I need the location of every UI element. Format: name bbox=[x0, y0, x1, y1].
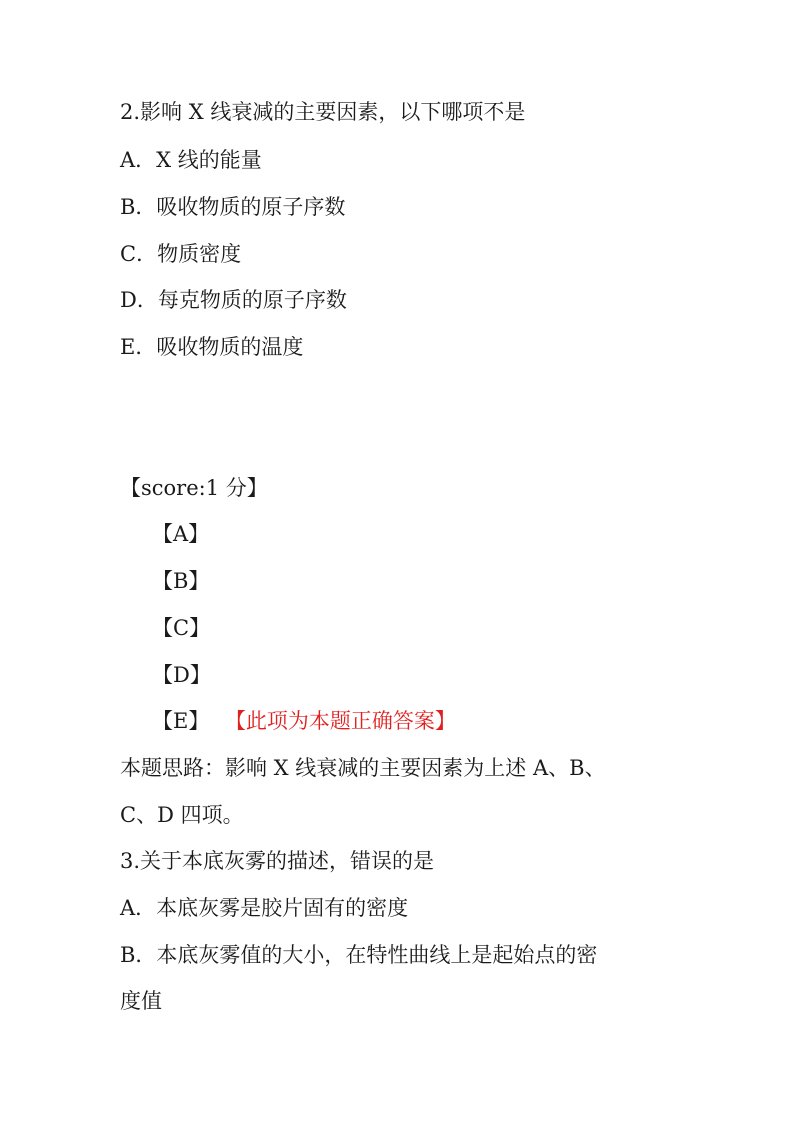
question-2-title: 2.影响 X 线衰减的主要因素，以下哪项不是 bbox=[120, 100, 526, 124]
correct-answer-mark: 【此项为本题正确答案】 bbox=[235, 709, 456, 733]
q2-answer-c: 【C】 bbox=[152, 616, 211, 640]
q2-explanation-line1: 本题思路：影响 X 线衰减的主要因素为上述 A、B、 bbox=[120, 756, 606, 780]
q2-answer-a: 【A】 bbox=[152, 522, 210, 546]
q3-option-b-line1: B．本底灰雾值的大小，在特性曲线上是起始点的密 bbox=[120, 943, 598, 967]
q2-score: 【score:1 分】 bbox=[120, 476, 268, 500]
q2-answer-b: 【B】 bbox=[152, 569, 210, 593]
q2-answer-d: 【D】 bbox=[152, 663, 211, 687]
q2-answer-e-row bbox=[152, 707, 456, 735]
q2-option-c: C．物质密度 bbox=[120, 242, 242, 266]
q2-explanation-line2: C、D 四项。 bbox=[120, 803, 244, 827]
q2-option-a: A．X 线的能量 bbox=[120, 148, 262, 172]
q2-option-b: B．吸收物质的原子序数 bbox=[120, 195, 346, 219]
q3-option-b-line2: 度值 bbox=[120, 989, 162, 1013]
q2-option-e: E．吸收物质的温度 bbox=[120, 335, 304, 359]
question-3-title: 3.关于本底灰雾的描述，错误的是 bbox=[120, 849, 435, 873]
q2-option-d: D．每克物质的原子序数 bbox=[120, 288, 347, 312]
q3-option-a: A．本底灰雾是胶片固有的密度 bbox=[120, 896, 409, 920]
q2-answer-e: 【E】 bbox=[152, 709, 210, 733]
